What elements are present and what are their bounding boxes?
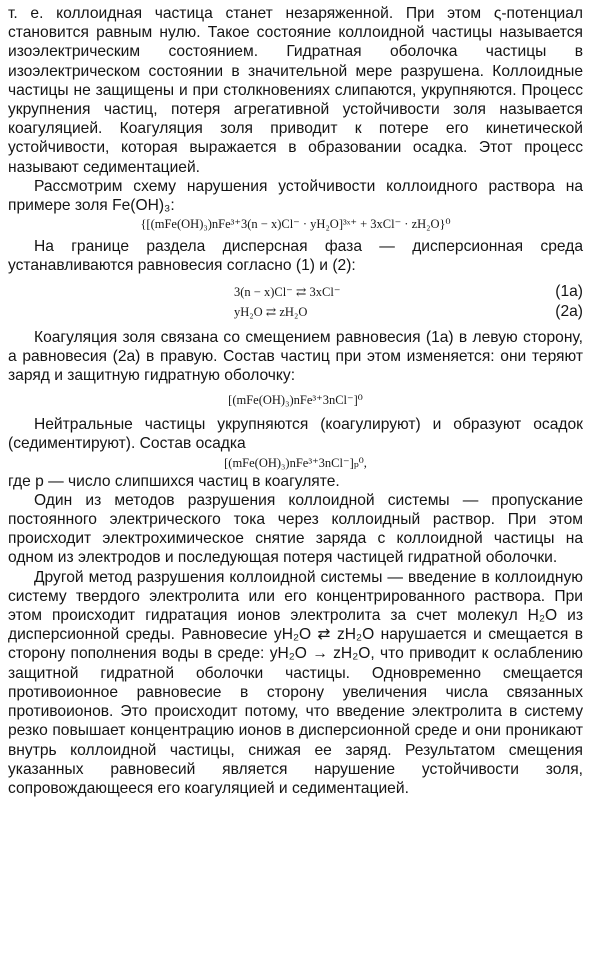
equation-2a (8, 302, 583, 322)
paragraph-isoelectric: т. е. коллоидная частица станет незаряженной. При этом ς-потенциал становится равным нулю. Такое состояние коллоидной частицы называется изоэлектрическим состоянием. Гидратная оболочка частицы в изоэлектрическом состоянии в значительной мере разрушена. Коллоидные частицы не защищены и при столкновениях слипаются, укрупняются. Процесс укрупнения частиц, потеря агрегативной устойчивости золя называется коагуляцией. Коагуляция золя приводит к потере его кинетической устойчивости, которая выражается в образовании осадка. Этот процесс называют седиментацией. (8, 5, 583, 176)
formula-micelle: {[(mFe(OH)₃)nFe³⁺3(n − x)Cl⁻ · yH₂O]³ˣ⁺ + 3xCl⁻ · zH₂O}⁰ (140, 217, 451, 232)
formula-sediment: [(mFe(OH)₃)nFe³⁺3nCl⁻]ₚ⁰, (224, 455, 367, 470)
paragraph-electric-current: Один из методов разрушения коллоидной системы — пропускание постоянного электрического тока через коллоидный раствор. При этом происходит электрохимическое снятие заряда с коллоидной частицы на одном из электродов и последующая потеря частицей гидратной оболочки. (8, 491, 583, 567)
paragraph-electrolyte: Другой метод разрушения коллоидной системы — введение в коллоидную систему твердого электролита или его концентрированного раствора. При этом происходит гидратация ионов электролита за счет молекул H₂O из дисперсионной среды. Равновесие yH₂O ⇄ zH₂O нарушается и смещается в сторону пополнения воды в среде: yH₂O → zH₂O, что приводит к ослаблению защитной гидратной оболочки частицы. Одновременно смещается противоионное равновесие в сторону увеличения числа связанных противоионов. Это происходит потому, что введение электролита в систему резко повышает концентрацию ионов в дисперсионной среде и они проникают внутрь коллоидной частицы, снижая ее заряд. Результатом смещения указанных равновесий является нарушение устойчивости золя, сопровождающееся его коагуляцией и седиментацией. (8, 568, 583, 797)
paragraph-coagulation: Коагуляция золя связана со смещением равновесия (1a) в левую сторону, а равновесия (2a) в правую. Состав частиц при этом изменяется: они теряют заряд и защитную гидратную оболочку: (8, 328, 583, 385)
paragraph-p-definition: где p — число слипшихся частиц в коагуляте. (8, 472, 340, 490)
equation-1a (8, 282, 583, 302)
paragraph-scheme-intro: Рассмотрим схему нарушения устойчивости коллоидного раствора на примере золя Fe(OH)₃: (8, 177, 583, 215)
formula-neutral-particle: [(mFe(OH)₃)nFe³⁺3nCl⁻]⁰ (228, 393, 363, 408)
paragraph-boundary: На границе раздела дисперсная фаза — дисперсионная среда устанавливаются равновесия согласно (1) и (2): (8, 238, 583, 275)
equation-2a-expression: yH₂O ⇄ zH₂O (234, 304, 308, 319)
paragraph-sediment: Нейтральные частицы укрупняются (коагулируют) и образуют осадок (седиментируют). Состав осадка (8, 416, 583, 453)
equation-2a-number: (2a) (555, 302, 583, 320)
equation-1a-expression: 3(n − x)Cl⁻ ⇄ 3xCl⁻ (234, 284, 341, 299)
equation-1a-number: (1a) (555, 282, 583, 300)
